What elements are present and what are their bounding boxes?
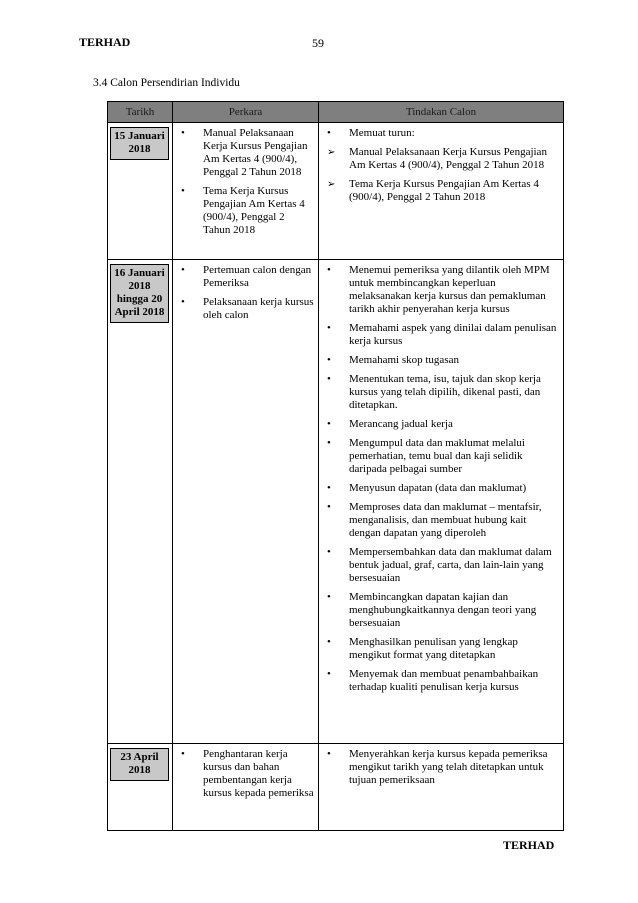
perkara-item bbox=[179, 296, 314, 322]
date-line: 2018 bbox=[128, 143, 151, 155]
table-row bbox=[108, 744, 564, 831]
table-header-row bbox=[108, 102, 564, 123]
perkara-cell bbox=[173, 260, 319, 744]
perkara-item bbox=[179, 127, 314, 179]
bullet-icon: • bbox=[181, 127, 185, 139]
date-badge bbox=[110, 748, 169, 781]
page-number: 59 bbox=[312, 36, 324, 50]
tindakan-item bbox=[325, 146, 559, 172]
date-line: 15 Januari bbox=[114, 130, 165, 142]
tarikh-cell bbox=[108, 260, 173, 744]
bullet-icon: • bbox=[181, 296, 185, 308]
date-line: April 2018 bbox=[114, 306, 165, 318]
bullet-icon: • bbox=[327, 636, 331, 648]
date-line: 2018 bbox=[128, 764, 151, 776]
tindakan-text: Menyusun dapatan (data dan maklumat) bbox=[349, 482, 527, 494]
bullet-icon: • bbox=[327, 354, 331, 366]
tindakan-text: Memproses data dan maklumat – mentafsir, menganalisis, dan membuat hubung kait dengan dapatan yang diperoleh bbox=[349, 501, 542, 539]
section-title: 3.4 Calon Persendirian Individu bbox=[93, 77, 240, 89]
column-header-tindakan: Tindakan Calon bbox=[319, 102, 564, 123]
tindakan-text: Mengumpul data dan maklumat melalui pemerhatian, temu bual dan kaji selidik daripada pelbagai sumber bbox=[349, 437, 525, 475]
tindakan-item bbox=[325, 437, 559, 476]
tindakan-item bbox=[325, 354, 559, 367]
tindakan-item bbox=[325, 322, 559, 348]
tindakan-text: Menghasilkan penulisan yang lengkap mengikut format yang ditetapkan bbox=[349, 636, 518, 661]
perkara-text: Pertemuan calon dengan Pemeriksa bbox=[203, 264, 312, 289]
tindakan-item bbox=[325, 591, 559, 630]
tindakan-item bbox=[325, 546, 559, 585]
column-header-tarikh: Tarikh bbox=[108, 102, 173, 123]
tindakan-item bbox=[325, 748, 559, 787]
tindakan-text: Menyemak dan membuat penambahbaikan terhadap kualiti penulisan kerja kursus bbox=[349, 668, 539, 693]
tindakan-item bbox=[325, 668, 559, 694]
tindakan-item bbox=[325, 127, 559, 140]
footer-classification: TERHAD bbox=[503, 838, 555, 852]
tarikh-cell bbox=[108, 123, 173, 260]
perkara-item bbox=[179, 264, 314, 290]
bullet-icon: • bbox=[327, 501, 331, 513]
tindakan-text: Memahami aspek yang dinilai dalam penulisan kerja kursus bbox=[349, 322, 557, 347]
arrow-bullet-icon: ➢ bbox=[327, 179, 336, 190]
bullet-icon: • bbox=[181, 748, 185, 760]
table-row bbox=[108, 123, 564, 260]
column-header-perkara: Perkara bbox=[173, 102, 319, 123]
bullet-icon: • bbox=[327, 127, 331, 139]
tindakan-item bbox=[325, 501, 559, 540]
tarikh-cell bbox=[108, 744, 173, 831]
date-badge bbox=[110, 127, 169, 160]
tindakan-item bbox=[325, 178, 559, 204]
date-line: hingga 20 bbox=[116, 293, 163, 305]
perkara-item bbox=[179, 748, 314, 800]
bullet-icon: • bbox=[327, 373, 331, 385]
perkara-text: Tema Kerja Kursus Pengajian Am Kertas 4 (900/4), Penggal 2 Tahun 2018 bbox=[203, 185, 305, 236]
perkara-text: Manual Pelaksanaan Kerja Kursus Pengajian Am Kertas 4 (900/4), Penggal 2 Tahun 2018 bbox=[203, 127, 308, 178]
date-line: 2018 bbox=[128, 280, 151, 292]
perkara-cell bbox=[173, 123, 319, 260]
tindakan-text: Memuat turun: bbox=[349, 127, 415, 139]
arrow-bullet-icon: ➢ bbox=[327, 147, 336, 158]
date-badge bbox=[110, 264, 169, 323]
bullet-icon: • bbox=[327, 591, 331, 603]
bullet-icon: • bbox=[327, 546, 331, 558]
perkara-text: Penghantaran kerja kursus dan bahan pembentangan kerja kursus kepada pemeriksa bbox=[203, 748, 314, 799]
tindakan-item bbox=[325, 482, 559, 495]
tindakan-text: Merancang jadual kerja bbox=[349, 418, 453, 430]
schedule-table bbox=[107, 101, 564, 831]
bullet-icon: • bbox=[327, 748, 331, 760]
perkara-cell bbox=[173, 744, 319, 831]
tindakan-item bbox=[325, 264, 559, 316]
tindakan-text: Membincangkan dapatan kajian dan menghubungkaitkannya dengan teori yang bersesuaian bbox=[349, 591, 537, 629]
perkara-text: Pelaksanaan kerja kursus oleh calon bbox=[203, 296, 314, 321]
bullet-icon: • bbox=[327, 437, 331, 449]
tindakan-text: Manual Pelaksanaan Kerja Kursus Pengajian Am Kertas 4 (900/4), Penggal 2 Tahun 2018 bbox=[349, 146, 547, 171]
bullet-icon: • bbox=[181, 264, 185, 276]
tindakan-text: Menemui pemeriksa yang dilantik oleh MPM untuk membincangkan keperluan melaksanakan kerja kursus dan pemakluman tarikh akhir penyerahan kerja kursus bbox=[349, 264, 550, 315]
tindakan-item bbox=[325, 636, 559, 662]
tindakan-cell bbox=[319, 260, 564, 744]
tindakan-cell bbox=[319, 744, 564, 831]
tindakan-text: Memahami skop tugasan bbox=[349, 354, 459, 366]
tindakan-item bbox=[325, 418, 559, 431]
bullet-icon: • bbox=[327, 418, 331, 430]
tindakan-item bbox=[325, 373, 559, 412]
date-line: 23 April bbox=[120, 751, 159, 763]
bullet-icon: • bbox=[327, 482, 331, 494]
perkara-item bbox=[179, 185, 314, 237]
bullet-icon: • bbox=[327, 264, 331, 276]
tindakan-cell bbox=[319, 123, 564, 260]
header-classification: TERHAD bbox=[79, 35, 131, 49]
tindakan-text: Tema Kerja Kursus Pengajian Am Kertas 4 (900/4), Penggal 2 Tahun 2018 bbox=[349, 178, 539, 203]
tindakan-text: Menentukan tema, isu, tajuk dan skop kerja kursus yang telah dipilih, dikenal pasti, dan ditetapkan. bbox=[349, 373, 541, 411]
tindakan-text: Mempersembahkan data dan maklumat dalam bentuk jadual, graf, carta, dan lain-lain yang bersesuaian bbox=[349, 546, 552, 584]
date-line: 16 Januari bbox=[114, 267, 165, 279]
bullet-icon: • bbox=[327, 322, 331, 334]
table-row bbox=[108, 260, 564, 744]
tindakan-text: Menyerahkan kerja kursus kepada pemeriksa mengikut tarikh yang telah ditetapkan untuk tujuan pemeriksaan bbox=[349, 748, 548, 786]
bullet-icon: • bbox=[181, 185, 185, 197]
bullet-icon: • bbox=[327, 668, 331, 680]
